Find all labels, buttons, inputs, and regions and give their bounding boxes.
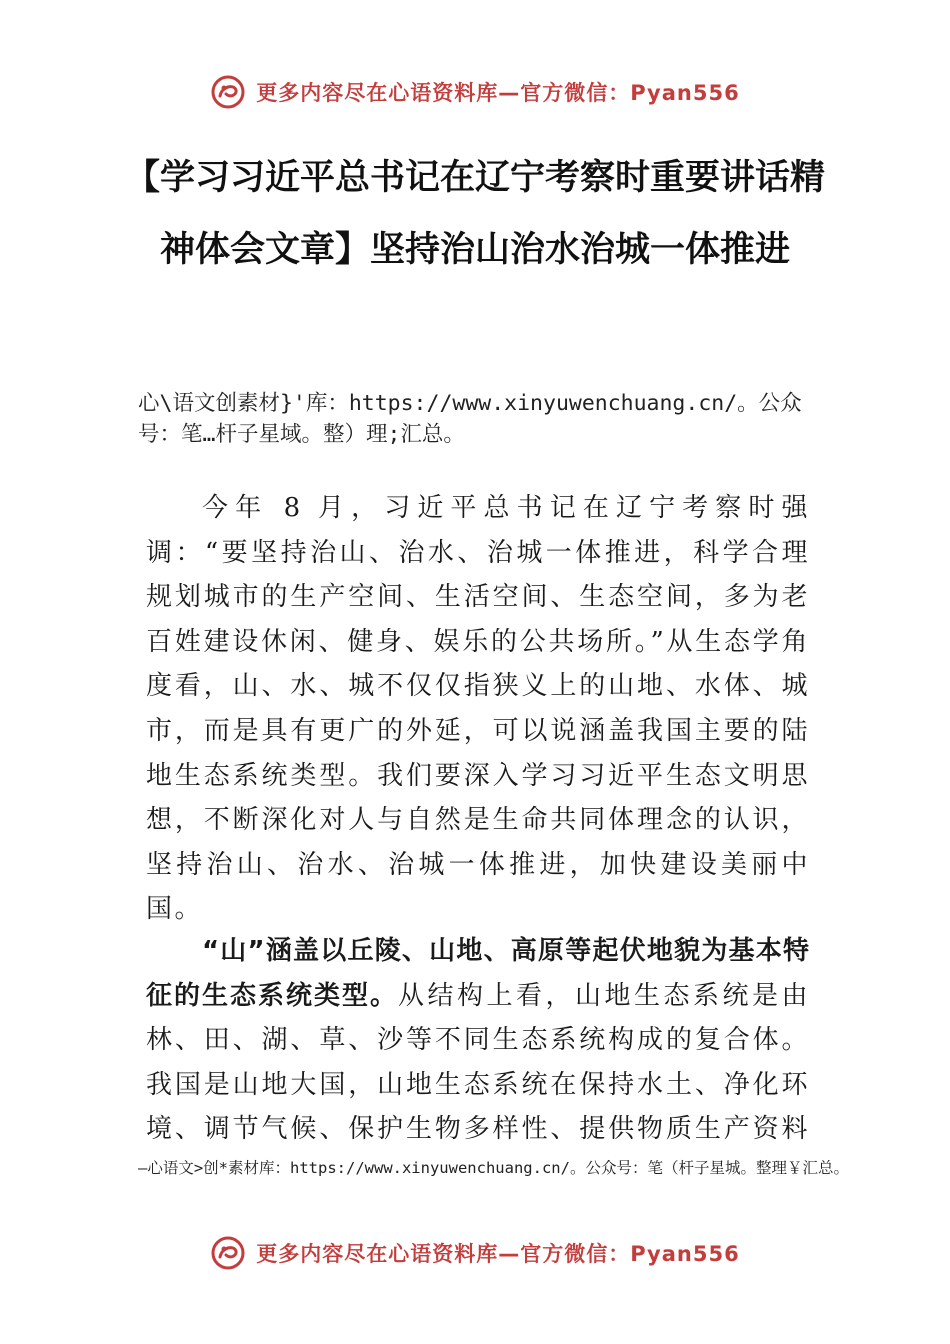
paragraph-2-lead: “山”涵盖以丘陵、山地、高原等起伏地貌为基本特征的生态系统类型。 <box>146 936 810 1011</box>
footer-source-line: —心语文>创*素材库：https://www.xinyuwenchuang.cn/。公众号：笔（杆子星城。整理￥汇总。 <box>138 1159 849 1177</box>
swirl-logo-icon <box>210 1235 246 1271</box>
banner-text: 更多内容尽在心语资料库—官方微信：Pyan556 <box>256 81 740 105</box>
footer-banner <box>0 1231 950 1275</box>
swirl-logo-icon <box>210 74 246 110</box>
paragraph-1: 今年 8 月，习近平总书记在辽宁考察时强调：“要坚持治山、治水、治城一体推进，科学合理规划城市的生产空间、生活空间、生态空间，多为老百姓建设休闲、健身、娱乐的公共场所。”从生态学角度看，山、水、城不仅仅指狭义上的山地、水体、城市，而是具有更广的外延，可以说涵盖我国主要的陆地生态系统类型。我们要深入学习习近平生态文明思想，不断深化对人与自然是生命共同体理念的认识，坚持治山、治水、治城一体推进，加快建设美丽中国。 <box>146 493 810 925</box>
document-title: 【学习习近平总书记在辽宁考察时重要讲话精神体会文章】坚持治山治水治城一体推进 <box>124 158 825 270</box>
source-line: 心\语文创素材}'库：https://www.xinyuwenchuang.cn/。公众号：笔…杆子星域。整）理;汇总。 <box>138 391 802 447</box>
paragraph-2 <box>146 929 810 1151</box>
banner-text: 更多内容尽在心语资料库—官方微信：Pyan556 <box>256 1242 740 1266</box>
paragraph-2-body: 从结构上看，山地生态系统是由林、田、湖、草、沙等不同生态系统构成的复合体。我国是山地大国，山地生态系统在保持水土、净化环境、调节气候、保护生物多样性、提供物质生产资料 <box>146 980 810 1145</box>
header-banner <box>0 70 950 114</box>
